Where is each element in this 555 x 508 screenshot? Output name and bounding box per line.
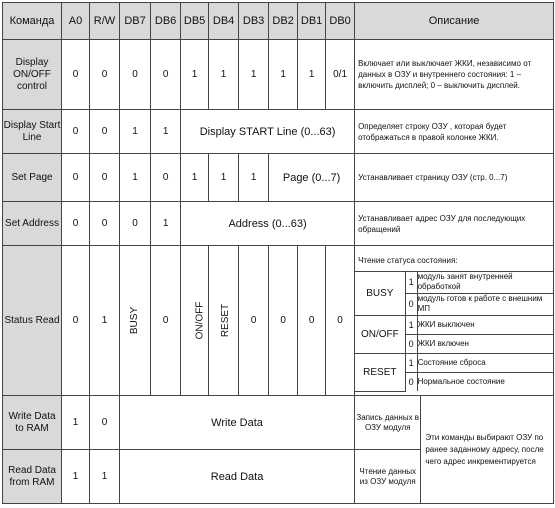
onoff-value-0: 0 bbox=[405, 334, 417, 353]
cell-db6: 0 bbox=[151, 40, 181, 110]
reset-value-1: 1 bbox=[405, 353, 417, 372]
cell-db2: 0 bbox=[269, 246, 298, 396]
reset-value-0: 0 bbox=[405, 372, 417, 391]
busy-value-0: 0 bbox=[405, 293, 417, 315]
cell-db6: 1 bbox=[151, 202, 181, 246]
cell-db3: 0 bbox=[239, 246, 269, 396]
reset-text-1: Состояние сброса bbox=[417, 353, 553, 372]
busy-text-1: модуль занят внутренней обработкой bbox=[417, 271, 553, 293]
description: Устанавливает страницу ОЗУ (стр. 0...7) bbox=[355, 154, 554, 202]
command-name: Set Page bbox=[3, 154, 62, 202]
description: Устанавливает адрес ОЗУ для последующих обращений bbox=[355, 202, 554, 246]
common-description: Эти команды выбирают ОЗУ по ранее заданному адресу, после чего адрес инкрементируется bbox=[421, 396, 554, 504]
cell-db4: 1 bbox=[209, 154, 239, 202]
busy-label: BUSY bbox=[355, 271, 405, 315]
cell-db7 bbox=[120, 246, 151, 396]
header-rw: R/W bbox=[89, 3, 119, 40]
cell-rw: 0 bbox=[89, 110, 119, 154]
onoff-bit-label: ON/OFF bbox=[194, 301, 206, 340]
command-name: Display ON/OFF control bbox=[3, 40, 62, 110]
status-description bbox=[355, 246, 554, 396]
header-description: Описание bbox=[355, 3, 554, 40]
command-name: Display Start Line bbox=[3, 110, 62, 154]
cell-db1: 0 bbox=[298, 246, 326, 396]
cell-db4: 1 bbox=[209, 40, 239, 110]
row-start-line bbox=[3, 110, 554, 154]
cell-db0: 0 bbox=[326, 246, 355, 396]
cell-db3: 1 bbox=[239, 40, 269, 110]
onoff-value-1: 1 bbox=[405, 315, 417, 334]
row-display-onoff bbox=[3, 40, 554, 110]
cell-a0: 0 bbox=[62, 110, 90, 154]
row-set-address bbox=[3, 202, 554, 246]
command-name: Read Data from RAM bbox=[3, 450, 62, 504]
description: Определяет строку ОЗУ , которая будет отображаться в правой колонке ЖКИ. bbox=[355, 110, 554, 154]
onoff-text-0: ЖКИ включен bbox=[417, 334, 553, 353]
onoff-text-1: ЖКИ выключен bbox=[417, 315, 553, 334]
command-name: Set Address bbox=[3, 202, 62, 246]
cell-rw: 1 bbox=[89, 246, 119, 396]
header-command: Команда bbox=[3, 3, 62, 40]
cell-db7: 1 bbox=[120, 110, 151, 154]
header-db5: DB5 bbox=[181, 3, 209, 40]
cell-db5 bbox=[181, 246, 209, 396]
header-db4: DB4 bbox=[209, 3, 239, 40]
cell-db6: 0 bbox=[151, 246, 181, 396]
cell-db4 bbox=[209, 246, 239, 396]
header-db3: DB3 bbox=[239, 3, 269, 40]
page-field: Page (0...7) bbox=[269, 154, 355, 202]
cell-db6: 0 bbox=[151, 154, 181, 202]
command-name: Status Read bbox=[3, 246, 62, 396]
read-description: Чтение данных из ОЗУ модуля bbox=[355, 450, 421, 504]
header-row bbox=[3, 3, 554, 40]
row-status-read bbox=[3, 246, 554, 396]
onoff-label: ON/OFF bbox=[355, 315, 405, 353]
write-data-field: Write Data bbox=[120, 396, 355, 450]
cell-db5: 1 bbox=[181, 40, 209, 110]
cell-db5: 1 bbox=[181, 154, 209, 202]
read-data-field: Read Data bbox=[120, 450, 355, 504]
header-db7: DB7 bbox=[120, 3, 151, 40]
cell-rw: 0 bbox=[89, 396, 119, 450]
cell-db7: 1 bbox=[120, 154, 151, 202]
header-db0: DB0 bbox=[326, 3, 355, 40]
cell-db3: 1 bbox=[239, 154, 269, 202]
cell-rw: 0 bbox=[89, 154, 119, 202]
cell-db7: 0 bbox=[120, 202, 151, 246]
description: Включает или выключает ЖКИ, независимо от данных в ОЗУ и внутреннего состояния: 1 – включить дисплей; 0 – выключить дисплей. bbox=[355, 40, 554, 110]
command-name: Write Data to RAM bbox=[3, 396, 62, 450]
busy-value-1: 1 bbox=[405, 271, 417, 293]
address-field: Address (0...63) bbox=[181, 202, 355, 246]
header-db1: DB1 bbox=[298, 3, 326, 40]
cell-rw: 0 bbox=[89, 202, 119, 246]
row-write-data bbox=[3, 396, 554, 450]
command-table bbox=[2, 2, 554, 504]
busy-text-0: модуль готов к работе с внешним МП bbox=[417, 293, 553, 315]
header-db2: DB2 bbox=[269, 3, 298, 40]
cell-a0: 0 bbox=[62, 154, 90, 202]
cell-rw: 1 bbox=[89, 450, 119, 504]
busy-bit-label: BUSY bbox=[129, 306, 141, 335]
cell-db7: 0 bbox=[120, 40, 151, 110]
start-line-field: Display START Line (0...63) bbox=[181, 110, 355, 154]
reset-bit-label: RESET bbox=[220, 303, 232, 338]
status-bits-table bbox=[355, 249, 553, 392]
cell-db2: 1 bbox=[269, 40, 298, 110]
cell-a0: 0 bbox=[62, 246, 90, 396]
cell-db0: 0/1 bbox=[326, 40, 355, 110]
cell-db6: 1 bbox=[151, 110, 181, 154]
write-description: Запись данных в ОЗУ модуля bbox=[355, 396, 421, 450]
header-a0: A0 bbox=[62, 3, 90, 40]
reset-label: RESET bbox=[355, 353, 405, 391]
reset-text-0: Нормальное состояние bbox=[417, 372, 553, 391]
row-set-page bbox=[3, 154, 554, 202]
cell-a0: 1 bbox=[62, 450, 90, 504]
status-title: Чтение статуса состояния: bbox=[355, 249, 553, 271]
cell-rw: 0 bbox=[89, 40, 119, 110]
cell-db1: 1 bbox=[298, 40, 326, 110]
cell-a0: 1 bbox=[62, 396, 90, 450]
cell-a0: 0 bbox=[62, 40, 90, 110]
cell-a0: 0 bbox=[62, 202, 90, 246]
header-db6: DB6 bbox=[151, 3, 181, 40]
